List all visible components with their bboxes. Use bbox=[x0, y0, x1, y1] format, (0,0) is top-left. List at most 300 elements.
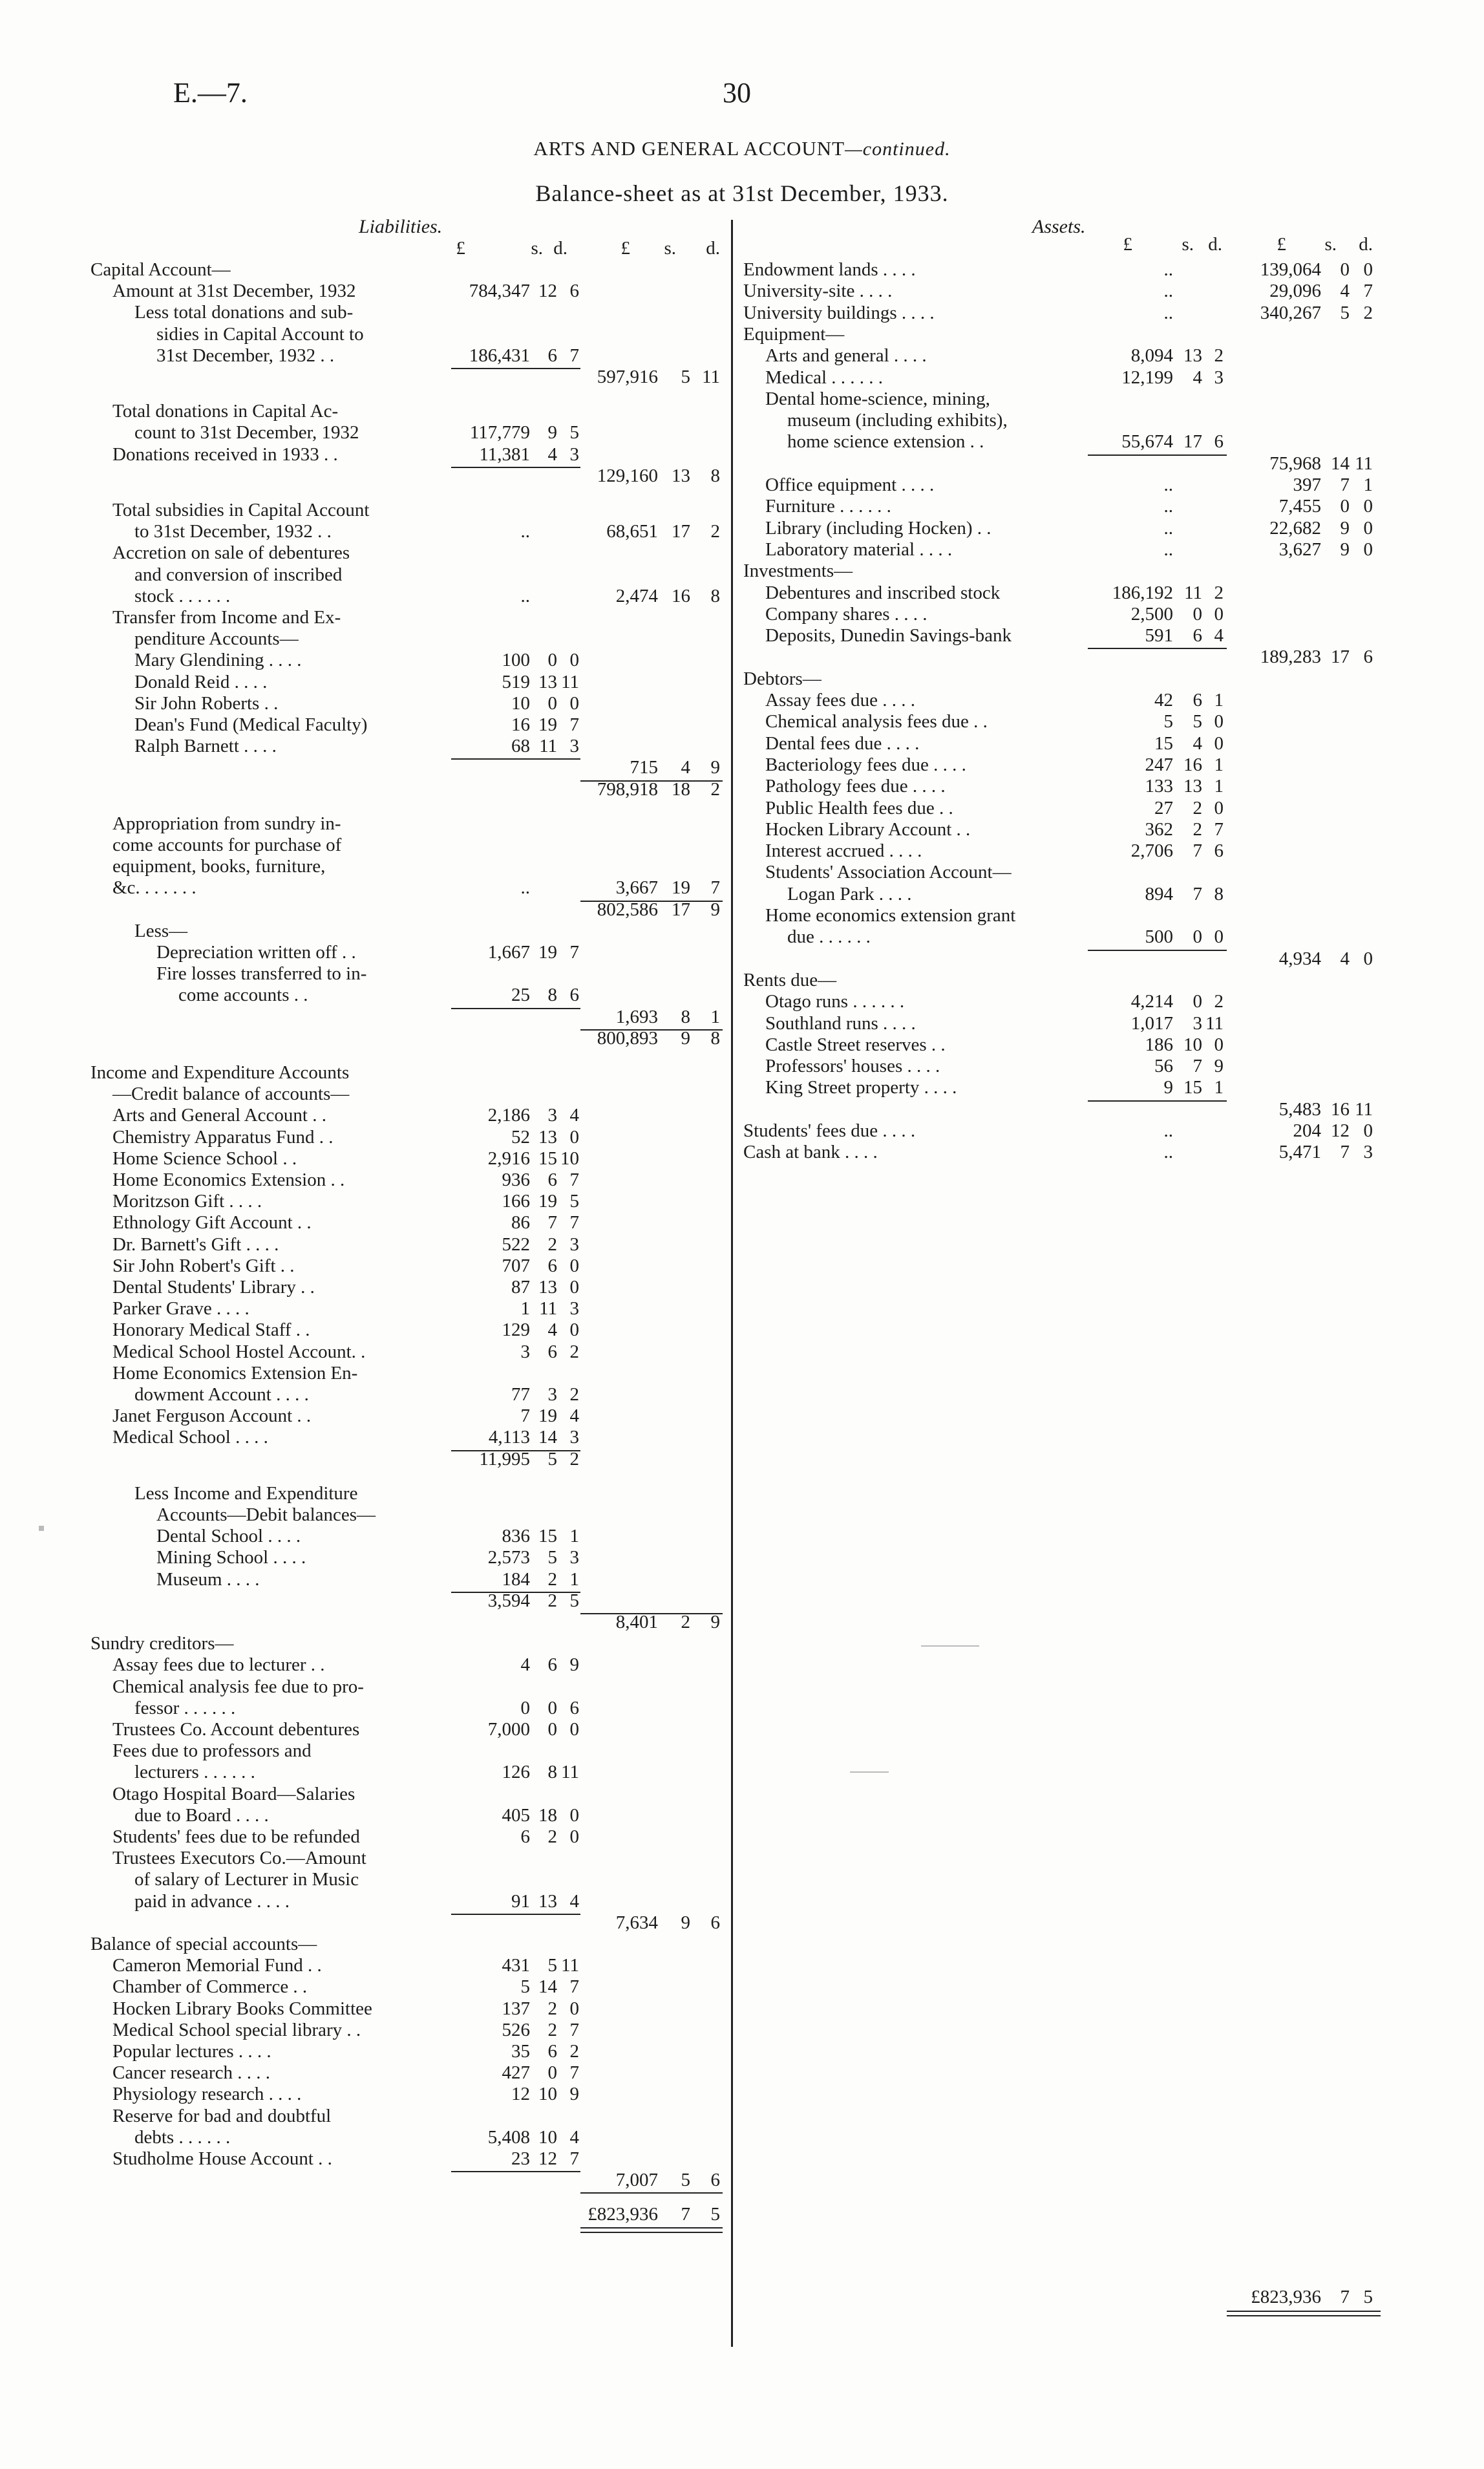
row-label: Chemical analysis fee due to pro- bbox=[112, 1676, 364, 1697]
shillings-value: 0 bbox=[1192, 926, 1202, 948]
ledger-row bbox=[90, 1869, 730, 1890]
pounds-value: 519 bbox=[502, 671, 530, 692]
pence-value: 11 bbox=[561, 1762, 579, 1783]
shillings-value: 13 bbox=[538, 1126, 557, 1148]
shillings-value: 14 bbox=[1331, 453, 1350, 474]
ledger-row bbox=[743, 711, 1390, 732]
pence-value: 4 bbox=[569, 1406, 579, 1427]
row-label: to 31st December, 1932 . . bbox=[134, 521, 332, 542]
pence-value: 0 bbox=[569, 1998, 579, 2019]
shillings-value: 10 bbox=[538, 2084, 557, 2105]
row-label: Mary Glendining . . . . bbox=[134, 650, 302, 671]
row-label: Endowment lands . . . . bbox=[743, 259, 916, 280]
pence-value: 8 bbox=[710, 1027, 720, 1049]
pounds-value: 894 bbox=[1145, 883, 1173, 904]
ledger-row bbox=[90, 607, 730, 628]
shillings-value: 17 bbox=[1331, 647, 1350, 668]
pounds-value: 4,214 bbox=[1130, 991, 1173, 1012]
row-label: Rents due— bbox=[743, 969, 837, 990]
pounds-value: 1 bbox=[520, 1298, 530, 1320]
shillings-value: 5 bbox=[681, 2170, 690, 2191]
pence-value: 6 bbox=[1214, 431, 1224, 453]
shillings-value: 11 bbox=[539, 1298, 557, 1320]
row-label: dowment Account . . . . bbox=[134, 1384, 309, 1405]
pounds-value: 405 bbox=[502, 1804, 530, 1826]
pence-value: 7 bbox=[710, 877, 720, 899]
row-label: Cameron Memorial Fund . . bbox=[112, 1955, 322, 1976]
row-label: Home economics extension grant bbox=[765, 905, 1016, 926]
pounds-value: 25 bbox=[511, 985, 530, 1006]
pence-value: 7 bbox=[569, 714, 579, 735]
ledger-row bbox=[90, 672, 730, 693]
pence-value: 0 bbox=[1214, 1034, 1224, 1055]
shillings-value: 10 bbox=[1183, 1034, 1202, 1055]
row-label: Hocken Library Account . . bbox=[765, 818, 971, 840]
pence-value: 0 bbox=[1214, 711, 1224, 732]
ledger-row bbox=[90, 345, 730, 367]
pounds-value: 597,916 bbox=[597, 367, 658, 387]
row-label: Medical School special library . . bbox=[112, 2019, 361, 2040]
liabilities-heading: Liabilities. bbox=[359, 216, 443, 237]
ledger-row bbox=[90, 2084, 730, 2105]
pence-value: 1 bbox=[1214, 1077, 1224, 1098]
ledger-row bbox=[90, 1654, 730, 1676]
pence-value: 0 bbox=[1363, 1120, 1373, 1141]
pence-value: 2 bbox=[710, 778, 720, 800]
row-label: Deposits, Dunedin Savings-bank bbox=[765, 625, 1012, 647]
pence-value: 1 bbox=[569, 1526, 579, 1547]
row-label: Total subsidies in Capital Account bbox=[112, 500, 370, 520]
row-label: Furniture . . . . . . bbox=[765, 496, 891, 517]
pounds-value: 522 bbox=[502, 1234, 530, 1255]
shillings-value: 2 bbox=[681, 1612, 690, 1632]
pounds-value: 4,113 bbox=[488, 1427, 530, 1448]
ledger-row bbox=[743, 453, 1390, 475]
pounds-value: 27 bbox=[1154, 797, 1173, 818]
pence-value: 9 bbox=[710, 899, 720, 920]
ledger-row bbox=[743, 840, 1390, 862]
shillings-value: 15 bbox=[538, 1526, 557, 1547]
row-label: Debentures and inscribed stock bbox=[765, 582, 1001, 603]
pounds-value: 166 bbox=[502, 1191, 530, 1212]
pence-value: 2 bbox=[569, 1384, 579, 1405]
pounds-value: .. bbox=[1163, 259, 1173, 280]
ledger-row bbox=[90, 693, 730, 714]
pounds-value: 3,594 bbox=[487, 1590, 530, 1611]
ledger-row bbox=[90, 1084, 730, 1105]
pounds-value: 137 bbox=[502, 1998, 530, 2019]
pounds-value: .. bbox=[520, 521, 530, 542]
pence-value: 1 bbox=[1363, 475, 1373, 495]
row-label: Income and Expenditure Accounts bbox=[90, 1062, 350, 1083]
pounds-value: 707 bbox=[502, 1255, 530, 1276]
row-label: come accounts for purchase of bbox=[112, 835, 342, 855]
pounds-value: 75,968 bbox=[1269, 453, 1321, 474]
ledger-row bbox=[743, 1142, 1390, 1163]
pounds-value: 52 bbox=[511, 1126, 530, 1148]
row-label: Hocken Library Books Committee bbox=[112, 1998, 372, 2019]
pounds-value: 29,096 bbox=[1269, 281, 1321, 302]
ledger-row bbox=[743, 303, 1390, 324]
pence-value: 5 bbox=[710, 2204, 720, 2225]
unit-label: s. bbox=[1324, 234, 1337, 255]
ledger-row bbox=[90, 1826, 730, 1848]
shillings-value: 12 bbox=[538, 2148, 557, 2169]
pounds-value: 15 bbox=[1154, 732, 1173, 754]
shillings-value: 5 bbox=[1340, 302, 1350, 323]
shillings-value: 19 bbox=[672, 877, 690, 899]
pounds-value: 5,483 bbox=[1278, 1098, 1321, 1120]
pence-value: 8 bbox=[710, 465, 720, 486]
pounds-value: 4,934 bbox=[1278, 948, 1321, 969]
ledger-row bbox=[90, 1676, 730, 1698]
pounds-value: 2,916 bbox=[487, 1148, 530, 1169]
ledger-row bbox=[90, 921, 730, 942]
ledger-row bbox=[90, 779, 730, 800]
shillings-value: 17 bbox=[672, 521, 690, 542]
pounds-value: 11,995 bbox=[479, 1448, 530, 1470]
shillings-value: 5 bbox=[547, 1955, 557, 1976]
ledger-row bbox=[743, 367, 1390, 389]
row-label: paid in advance . . . . bbox=[134, 1890, 290, 1912]
pence-value: 3 bbox=[569, 1427, 579, 1448]
ledger-row bbox=[743, 733, 1390, 754]
pence-value: 0 bbox=[1214, 797, 1224, 818]
ledger-row bbox=[90, 1320, 730, 1341]
row-label: stock . . . . . . bbox=[134, 585, 231, 606]
pounds-value: 12 bbox=[511, 2084, 530, 2105]
ledger-row bbox=[90, 1590, 730, 1612]
shillings-value: 12 bbox=[538, 281, 557, 302]
pence-value: 0 bbox=[1363, 496, 1373, 517]
shillings-value: 3 bbox=[1192, 1012, 1202, 1034]
unit-label: d. bbox=[553, 238, 567, 259]
row-label: —Credit balance of accounts— bbox=[112, 1084, 350, 1105]
shillings-value: 7 bbox=[1340, 1142, 1350, 1163]
shillings-value: 7 bbox=[547, 1212, 557, 1234]
ledger-row bbox=[90, 1998, 730, 2020]
shillings-value: 7 bbox=[1340, 2287, 1350, 2307]
ledger-row bbox=[743, 1013, 1390, 1034]
pence-value: 9 bbox=[710, 757, 720, 778]
row-label: debts . . . . . . bbox=[134, 2126, 231, 2148]
pounds-value: 7,634 bbox=[615, 1912, 658, 1933]
row-label: Ethnology Gift Account . . bbox=[112, 1212, 312, 1234]
row-label: Arts and General Account . . bbox=[112, 1105, 326, 1126]
ledger-row bbox=[743, 647, 1390, 668]
pence-value: 4 bbox=[569, 2126, 579, 2148]
row-label: home science extension . . bbox=[787, 431, 984, 453]
ledger-row bbox=[90, 1341, 730, 1363]
pence-value: 3 bbox=[569, 444, 579, 465]
ledger-row bbox=[743, 819, 1390, 840]
row-label: Castle Street reserves . . bbox=[765, 1034, 946, 1055]
shillings-value: 6 bbox=[547, 1170, 557, 1190]
shillings-value: 19 bbox=[538, 1406, 557, 1427]
pence-value: 0 bbox=[1214, 732, 1224, 754]
row-label: Equipment— bbox=[743, 323, 845, 345]
unit-label: s. bbox=[531, 238, 543, 259]
ledger-row bbox=[90, 2041, 730, 2062]
shillings-value: 5 bbox=[547, 1448, 557, 1470]
row-label: Assay fees due . . . . bbox=[765, 690, 915, 711]
row-label: Honorary Medical Staff . . bbox=[112, 1320, 310, 1341]
pence-value: 4 bbox=[569, 1105, 579, 1126]
unit-label: d. bbox=[706, 238, 720, 259]
scan-mark bbox=[39, 1526, 44, 1531]
pounds-value: 87 bbox=[511, 1277, 530, 1298]
row-label: Otago Hospital Board—Salaries bbox=[112, 1783, 355, 1804]
row-label: due . . . . . . bbox=[787, 926, 871, 948]
pence-value: 2 bbox=[1214, 582, 1224, 603]
ledger-row bbox=[743, 948, 1390, 970]
pounds-value: .. bbox=[1163, 281, 1173, 302]
pence-value: 0 bbox=[1363, 539, 1373, 560]
ledger-row bbox=[90, 401, 730, 422]
pence-value: 3 bbox=[569, 1298, 579, 1320]
ledger-row bbox=[743, 926, 1390, 948]
shillings-value: 19 bbox=[538, 714, 557, 735]
ledger-row bbox=[90, 324, 730, 345]
ledger-row bbox=[90, 942, 730, 963]
pence-value: 11 bbox=[1355, 453, 1373, 474]
shillings-value: 5 bbox=[681, 367, 690, 387]
ledger-row bbox=[90, 1028, 730, 1049]
shillings-value: 4 bbox=[1192, 367, 1202, 388]
pence-value: 9 bbox=[1214, 1056, 1224, 1077]
pounds-value: 3,667 bbox=[615, 877, 658, 899]
pounds-value: 7,007 bbox=[615, 2170, 658, 2191]
scan-mark bbox=[850, 1771, 889, 1773]
shillings-value: 0 bbox=[1340, 496, 1350, 517]
row-label: Students' Association Account— bbox=[765, 862, 1012, 883]
sum-rule bbox=[580, 2192, 723, 2194]
row-label: Assay fees due to lecturer . . bbox=[112, 1654, 325, 1676]
shillings-value: 7 bbox=[1192, 1056, 1202, 1077]
row-label: Less— bbox=[134, 920, 188, 941]
pounds-value: 189,283 bbox=[1260, 647, 1321, 668]
pounds-value: 1,693 bbox=[615, 1006, 658, 1027]
shillings-value: 15 bbox=[1183, 1077, 1202, 1098]
row-label: of salary of Lecturer in Music bbox=[134, 1869, 359, 1890]
ledger-row bbox=[743, 1034, 1390, 1056]
shillings-value: 2 bbox=[547, 1826, 557, 1847]
shillings-value: 16 bbox=[672, 585, 690, 606]
pence-value: 2 bbox=[1214, 345, 1224, 367]
row-label: Janet Ferguson Account . . bbox=[112, 1406, 312, 1427]
ledger-row bbox=[743, 1077, 1390, 1098]
shillings-value: 0 bbox=[547, 692, 557, 714]
ledger-row bbox=[90, 444, 730, 465]
assets-heading: Assets. bbox=[1032, 216, 1086, 237]
row-label: come accounts . . bbox=[178, 985, 308, 1006]
ledger-row bbox=[90, 1148, 730, 1170]
pence-value: 7 bbox=[569, 1212, 579, 1234]
pence-value: 4 bbox=[569, 1890, 579, 1912]
ledger-row bbox=[90, 1912, 730, 1934]
pence-value: 7 bbox=[569, 942, 579, 963]
shillings-value: 4 bbox=[681, 757, 690, 778]
ledger-row bbox=[90, 757, 730, 778]
pounds-value: .. bbox=[1163, 1120, 1173, 1141]
row-label: Capital Account— bbox=[90, 259, 231, 280]
pounds-value: 6 bbox=[520, 1826, 530, 1847]
pence-value: 2 bbox=[569, 1448, 579, 1470]
shillings-value: 13 bbox=[672, 465, 690, 486]
ledger-row bbox=[90, 1612, 730, 1633]
ledger-row bbox=[90, 1127, 730, 1148]
shillings-value: 2 bbox=[1192, 797, 1202, 818]
ledger-row bbox=[90, 1976, 730, 1998]
ledger-row bbox=[90, 2204, 730, 2225]
pence-value: 7 bbox=[569, 1976, 579, 1998]
row-label: Chemical analysis fees due . . bbox=[765, 711, 988, 732]
row-label: Students' fees due . . . . bbox=[743, 1120, 916, 1141]
pounds-value: .. bbox=[1163, 496, 1173, 517]
shillings-value: 2 bbox=[1192, 818, 1202, 840]
shillings-value: 16 bbox=[1183, 754, 1202, 775]
pence-value: 7 bbox=[569, 2148, 579, 2169]
shillings-value: 0 bbox=[547, 2062, 557, 2084]
row-label: Home Science School . . bbox=[112, 1148, 297, 1169]
shillings-value: 4 bbox=[547, 444, 557, 465]
shillings-value: 15 bbox=[538, 1148, 557, 1169]
ledger-row bbox=[90, 1740, 730, 1762]
ledger-row bbox=[90, 813, 730, 835]
pounds-value: 133 bbox=[1145, 776, 1173, 797]
ledger-row bbox=[743, 668, 1390, 690]
pounds-value: 7,000 bbox=[487, 1719, 530, 1740]
pounds-value: 798,918 bbox=[597, 778, 658, 800]
row-label: Professors' houses . . . . bbox=[765, 1056, 940, 1077]
row-label: Pathology fees due . . . . bbox=[765, 776, 946, 797]
unit-label: £ bbox=[456, 238, 465, 259]
shillings-value: 13 bbox=[538, 671, 557, 692]
row-label: lecturers . . . . . . bbox=[134, 1762, 255, 1783]
pounds-value: 8,401 bbox=[615, 1612, 658, 1632]
ledger-row bbox=[90, 835, 730, 856]
ledger-row bbox=[743, 690, 1390, 711]
ledger-row bbox=[90, 1569, 730, 1590]
ledger-row bbox=[90, 465, 730, 487]
shillings-value: 2 bbox=[547, 2019, 557, 2040]
ledger-row bbox=[90, 1427, 730, 1448]
ledger-row bbox=[743, 561, 1390, 582]
shillings-value: 0 bbox=[547, 650, 557, 671]
shillings-value: 2 bbox=[547, 1568, 557, 1590]
ledger-row bbox=[90, 1234, 730, 1256]
ledger-row bbox=[90, 1256, 730, 1277]
row-label: Mining School . . . . bbox=[156, 1547, 306, 1568]
pence-value: 4 bbox=[1214, 625, 1224, 647]
shillings-value: 17 bbox=[672, 899, 690, 920]
pounds-value: 139,064 bbox=[1260, 259, 1321, 280]
row-label: Library (including Hocken) . . bbox=[765, 517, 991, 539]
ledger-row bbox=[90, 586, 730, 607]
shillings-value: 10 bbox=[538, 2126, 557, 2148]
row-label: Dental home-science, mining, bbox=[765, 388, 990, 409]
ledger-row bbox=[90, 1277, 730, 1298]
pence-value: 3 bbox=[569, 1547, 579, 1568]
pounds-value: 204 bbox=[1293, 1120, 1321, 1141]
shillings-value: 7 bbox=[1340, 475, 1350, 495]
pounds-value: .. bbox=[1163, 302, 1173, 323]
pounds-value: 86 bbox=[511, 1212, 530, 1234]
pounds-value: 4 bbox=[520, 1654, 530, 1676]
shillings-value: 6 bbox=[1192, 690, 1202, 711]
pounds-value: 22,682 bbox=[1269, 517, 1321, 539]
total-double-rule bbox=[1227, 2315, 1381, 2316]
pounds-value: 800,893 bbox=[597, 1027, 658, 1049]
pence-value: 5 bbox=[1363, 2287, 1373, 2307]
row-label: Moritzson Gift . . . . bbox=[112, 1191, 262, 1212]
pence-value: 11 bbox=[561, 671, 579, 692]
pounds-value: .. bbox=[520, 877, 530, 899]
ledger-row bbox=[90, 1698, 730, 1719]
ledger-row bbox=[90, 1955, 730, 1976]
shillings-value: 0 bbox=[1192, 991, 1202, 1012]
pence-value: 6 bbox=[1363, 647, 1373, 668]
shillings-value: 14 bbox=[538, 1976, 557, 1998]
ledger-row bbox=[90, 259, 730, 281]
pounds-value: 936 bbox=[502, 1170, 530, 1190]
title-main: ARTS AND GENERAL ACCOUNT bbox=[533, 137, 845, 160]
shillings-value: 8 bbox=[547, 1762, 557, 1783]
row-label: Dr. Barnett's Gift . . . . bbox=[112, 1234, 279, 1255]
shillings-value: 13 bbox=[1183, 776, 1202, 797]
row-label: Trustees Co. Account debentures bbox=[112, 1719, 360, 1740]
ledger-row bbox=[90, 1719, 730, 1740]
ledger-row bbox=[743, 431, 1390, 453]
row-label: Fire losses transferred to in- bbox=[156, 963, 367, 985]
row-label: Less total donations and sub- bbox=[134, 302, 354, 323]
pence-value: 0 bbox=[1214, 603, 1224, 625]
row-label: museum (including exhibits), bbox=[787, 410, 1008, 431]
ledger-row bbox=[90, 2170, 730, 2191]
ledger-row bbox=[90, 963, 730, 985]
pounds-value: 526 bbox=[502, 2019, 530, 2040]
shillings-value: 0 bbox=[1340, 259, 1350, 280]
pence-value: 0 bbox=[1363, 259, 1373, 280]
pence-value: 2 bbox=[1363, 302, 1373, 323]
pounds-value: 784,347 bbox=[469, 281, 530, 302]
ledger-row bbox=[90, 2127, 730, 2148]
pounds-value: 500 bbox=[1145, 926, 1173, 948]
row-label: Parker Grave . . . . bbox=[112, 1298, 249, 1320]
row-label: 31st December, 1932 . . bbox=[156, 345, 335, 366]
pence-value: 6 bbox=[710, 2170, 720, 2191]
shillings-value: 3 bbox=[547, 1105, 557, 1126]
pounds-value: 10 bbox=[511, 692, 530, 714]
ledger-row bbox=[90, 1170, 730, 1191]
ledger-row bbox=[90, 1483, 730, 1504]
shillings-value: 6 bbox=[547, 345, 557, 366]
pounds-value: 129,160 bbox=[597, 465, 658, 486]
row-label: Home Economics Extension En- bbox=[112, 1362, 358, 1384]
ledger-row bbox=[743, 798, 1390, 819]
row-label: Appropriation from sundry in- bbox=[112, 813, 341, 834]
row-label: Office equipment . . . . bbox=[765, 475, 935, 495]
pounds-value: 340,267 bbox=[1260, 302, 1321, 323]
ledger-row bbox=[743, 389, 1390, 410]
pounds-value: 129 bbox=[502, 1320, 530, 1341]
ledger-row bbox=[743, 1120, 1390, 1142]
pence-value: 3 bbox=[1363, 1142, 1373, 1163]
shillings-value: 8 bbox=[547, 985, 557, 1006]
unit-label: s. bbox=[664, 238, 676, 259]
pence-value: 7 bbox=[569, 2019, 579, 2040]
shillings-value: 0 bbox=[547, 1697, 557, 1718]
